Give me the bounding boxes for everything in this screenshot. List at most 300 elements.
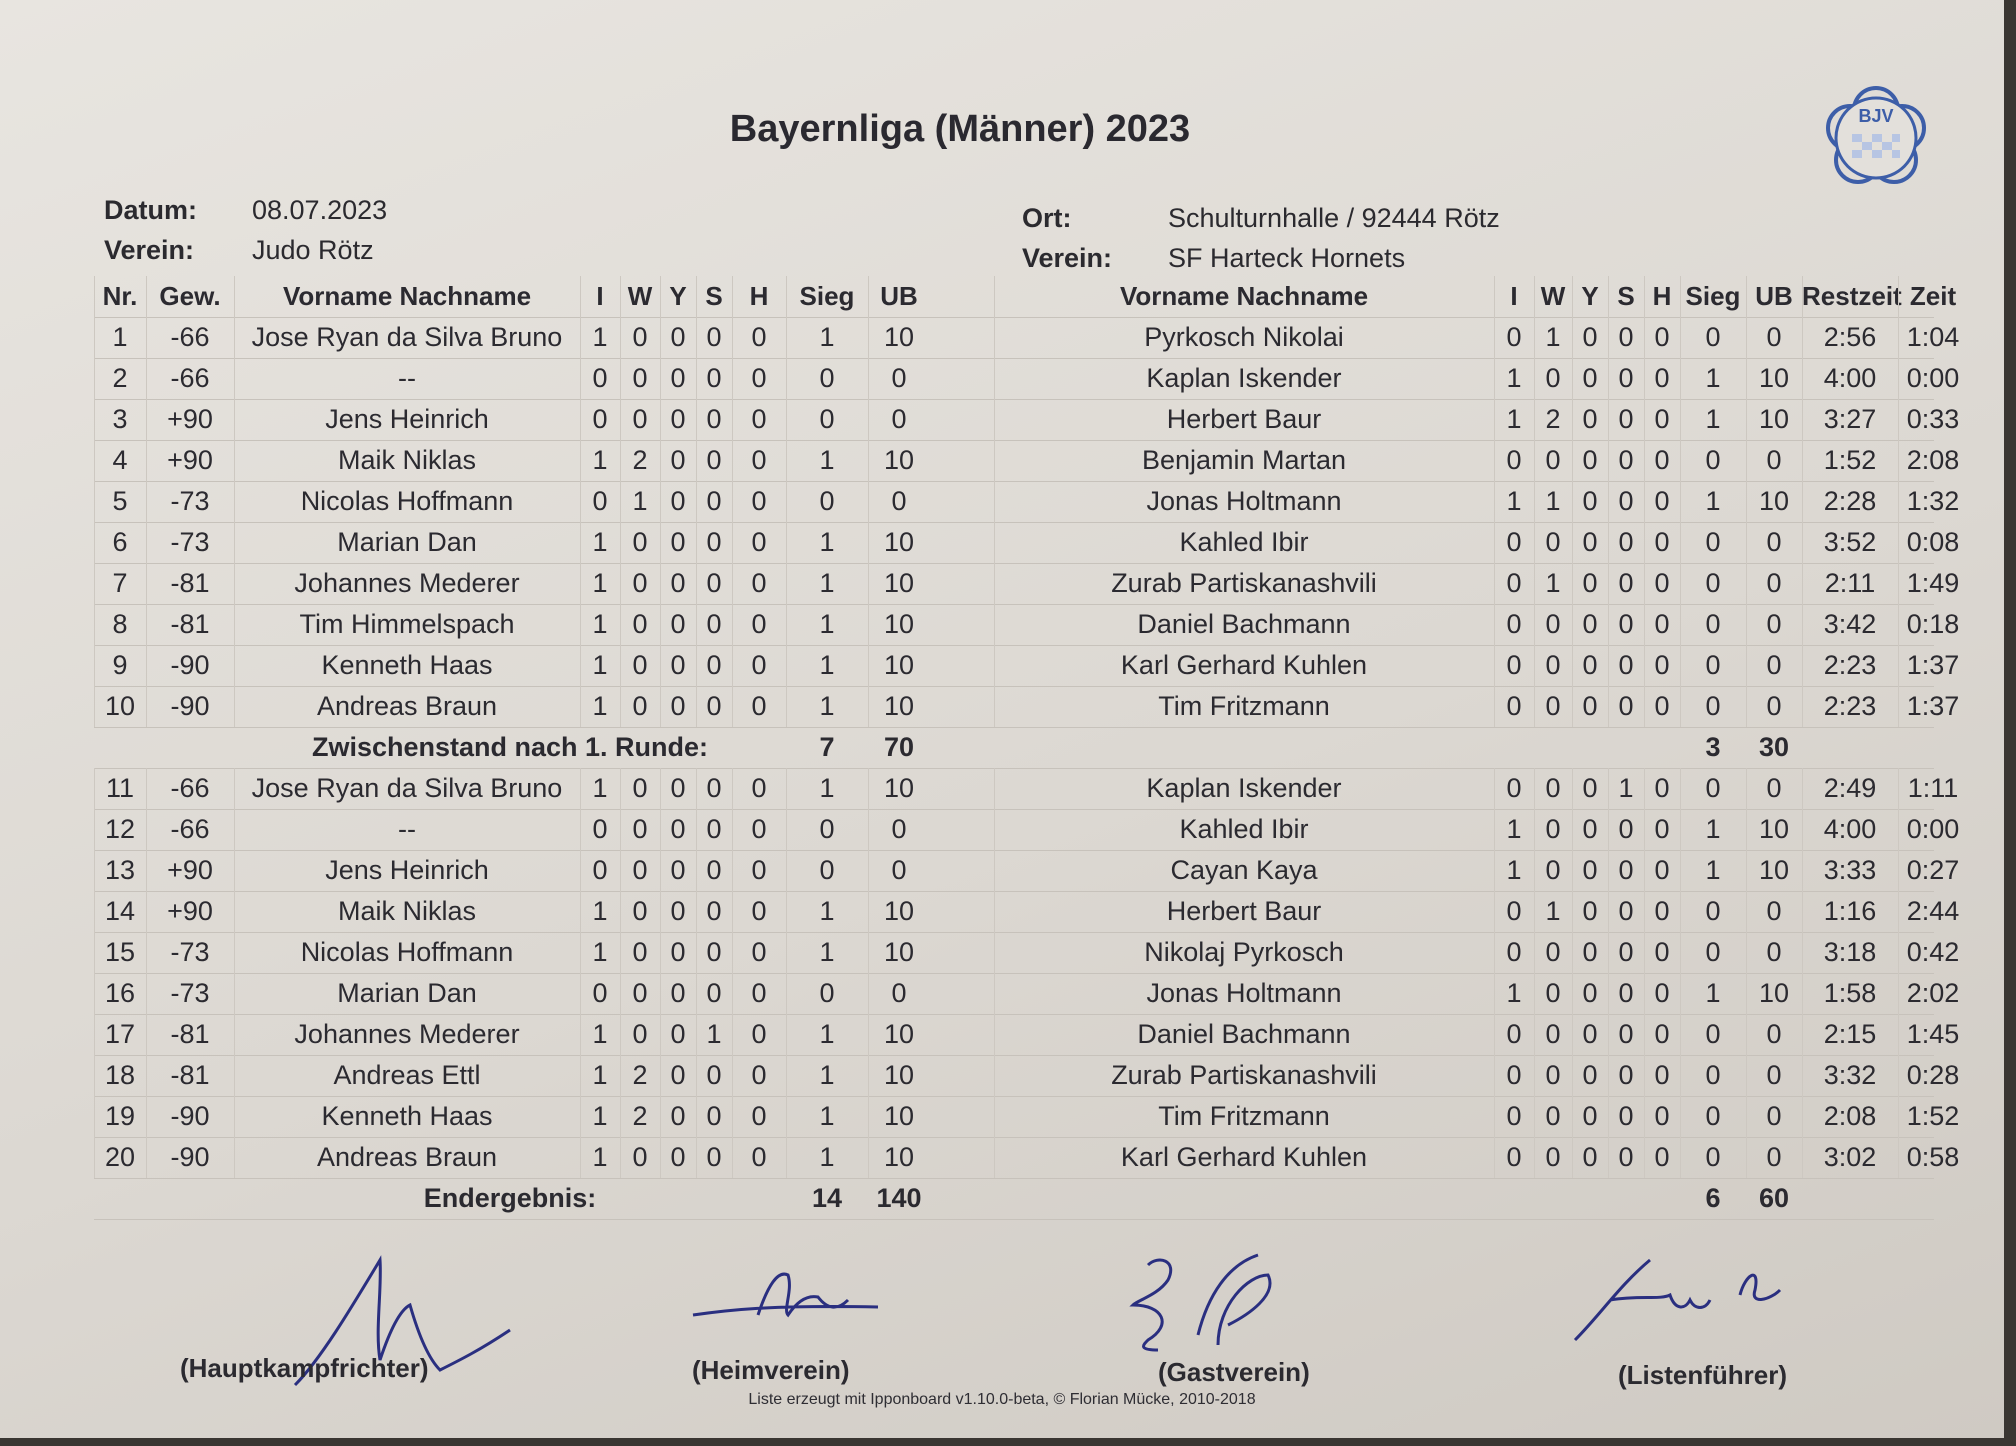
home-sieg-total: 7 <box>819 732 835 762</box>
cell-h: 0 <box>751 404 767 434</box>
cell-ow: 0 <box>1545 527 1561 557</box>
cell-ub: 10 <box>883 322 915 352</box>
cell-ub: 10 <box>883 527 915 557</box>
home-club-value: Judo Rötz <box>252 235 374 265</box>
cell-oh: 0 <box>1654 568 1670 598</box>
cell-oy: 0 <box>1582 322 1598 352</box>
cell-restzeit: 3:33 <box>1823 855 1877 885</box>
cell-oname: Benjamin Martan <box>1141 445 1347 475</box>
cell-oub: 0 <box>1766 1142 1782 1172</box>
header-s2: S <box>1617 281 1635 311</box>
cell-ow: 0 <box>1545 1101 1561 1131</box>
cell-os: 0 <box>1618 445 1634 475</box>
cell-i: 1 <box>592 322 608 352</box>
cell-oi: 0 <box>1506 650 1522 680</box>
cell-i: 1 <box>592 527 608 557</box>
cell-name: Kenneth Haas <box>321 1101 493 1131</box>
cell-oh: 0 <box>1654 978 1670 1008</box>
cell-restzeit: 2:08 <box>1823 1101 1877 1131</box>
header-sieg: Sieg <box>799 281 855 311</box>
match-row <box>94 399 1960 441</box>
cell-restzeit: 3:32 <box>1823 1060 1877 1090</box>
cell-oname: Herbert Baur <box>1166 404 1322 434</box>
cell-y: 0 <box>670 363 686 393</box>
cell-ow: 0 <box>1545 1019 1561 1049</box>
cell-gew: -81 <box>170 568 210 598</box>
cell-ub: 10 <box>883 568 915 598</box>
cell-ub: 10 <box>883 1101 915 1131</box>
cell-oi: 0 <box>1506 527 1522 557</box>
cell-oh: 0 <box>1654 527 1670 557</box>
cell-oh: 0 <box>1654 1101 1670 1131</box>
cell-restzeit: 4:00 <box>1823 814 1877 844</box>
cell-oi: 0 <box>1506 445 1522 475</box>
cell-w: 0 <box>632 609 648 639</box>
cell-y: 0 <box>670 1101 686 1131</box>
cell-restzeit: 2:56 <box>1823 322 1877 352</box>
cell-nr: 11 <box>105 773 135 803</box>
cell-oy: 0 <box>1582 568 1598 598</box>
cell-h: 0 <box>751 896 767 926</box>
cell-oy: 0 <box>1582 1019 1598 1049</box>
cell-h: 0 <box>751 609 767 639</box>
cell-w: 0 <box>632 978 648 1008</box>
match-row <box>94 358 1960 400</box>
cell-w: 2 <box>632 1101 648 1131</box>
cell-oi: 0 <box>1506 1019 1522 1049</box>
cell-nr: 10 <box>104 691 136 721</box>
cell-os: 0 <box>1618 937 1634 967</box>
summary-label: Zwischenstand nach 1. Runde: <box>311 732 709 762</box>
cell-oname: Kaplan Iskender <box>1146 773 1342 803</box>
cell-s: 0 <box>706 814 722 844</box>
cell-i: 1 <box>592 1060 608 1090</box>
cell-name: Jose Ryan da Silva Bruno <box>251 322 563 352</box>
cell-nr: 3 <box>112 404 128 434</box>
away-ub-total: 60 <box>1758 1183 1790 1213</box>
cell-restzeit: 2:28 <box>1823 486 1877 516</box>
cell-gew: -90 <box>170 691 210 721</box>
cell-oname: Tim Fritzmann <box>1158 691 1330 721</box>
cell-y: 0 <box>670 937 686 967</box>
cell-gew: -73 <box>170 486 210 516</box>
header-h: H <box>749 281 769 311</box>
referee-signature-label: (Hauptkampfrichter) <box>180 1353 429 1383</box>
cell-oname: Kaplan Iskender <box>1146 363 1342 393</box>
cell-name: Nicolas Hoffmann <box>300 486 514 516</box>
cell-zeit: 1:37 <box>1906 691 1960 721</box>
cell-i: 0 <box>592 978 608 1008</box>
cell-oh: 0 <box>1654 404 1670 434</box>
cell-nr: 5 <box>112 486 128 516</box>
cell-oname: Zurab Partiskanashvili <box>1111 568 1377 598</box>
cell-oname: Nikolaj Pyrkosch <box>1144 937 1344 967</box>
cell-y: 0 <box>670 609 686 639</box>
cell-sieg: 0 <box>819 978 835 1008</box>
cell-restzeit: 2:23 <box>1823 650 1877 680</box>
cell-y: 0 <box>670 773 686 803</box>
guest-signature-icon <box>1118 1245 1318 1375</box>
cell-ow: 1 <box>1545 896 1561 926</box>
home-sieg-total: 14 <box>811 1183 843 1213</box>
cell-ow: 0 <box>1545 691 1561 721</box>
cell-oy: 0 <box>1582 363 1598 393</box>
cell-ow: 2 <box>1545 404 1561 434</box>
cell-osieg: 0 <box>1705 691 1721 721</box>
away-sieg-total: 3 <box>1705 732 1721 762</box>
cell-s: 0 <box>706 896 722 926</box>
cell-restzeit: 1:58 <box>1823 978 1877 1008</box>
match-row <box>94 604 1960 646</box>
cell-oy: 0 <box>1582 486 1598 516</box>
cell-i: 1 <box>592 896 608 926</box>
cell-h: 0 <box>751 445 767 475</box>
cell-zeit: 0:28 <box>1906 1060 1960 1090</box>
cell-oub: 10 <box>1758 978 1790 1008</box>
cell-restzeit: 4:00 <box>1823 363 1877 393</box>
cell-os: 0 <box>1618 322 1634 352</box>
cell-nr: 7 <box>112 568 128 598</box>
cell-sieg: 1 <box>819 773 835 803</box>
cell-oh: 0 <box>1654 814 1670 844</box>
cell-sieg: 1 <box>819 1101 835 1131</box>
match-row <box>94 563 1960 605</box>
cell-oi: 0 <box>1506 1142 1522 1172</box>
cell-y: 0 <box>670 814 686 844</box>
match-row <box>94 1014 1960 1056</box>
cell-i: 1 <box>592 650 608 680</box>
cell-y: 0 <box>670 855 686 885</box>
cell-os: 0 <box>1618 978 1634 1008</box>
cell-oh: 0 <box>1654 445 1670 475</box>
cell-oh: 0 <box>1654 773 1670 803</box>
cell-y: 0 <box>670 445 686 475</box>
cell-zeit: 2:08 <box>1906 445 1960 475</box>
cell-ub: 10 <box>883 773 915 803</box>
cell-ub: 0 <box>891 978 907 1008</box>
cell-oy: 0 <box>1582 691 1598 721</box>
svg-text:BJV: BJV <box>1858 106 1894 126</box>
cell-oi: 0 <box>1506 1101 1522 1131</box>
cell-y: 0 <box>670 568 686 598</box>
cell-oi: 1 <box>1506 978 1522 1008</box>
cell-y: 0 <box>670 691 686 721</box>
cell-sieg: 1 <box>819 1019 835 1049</box>
cell-w: 2 <box>632 1060 648 1090</box>
cell-w: 0 <box>632 691 648 721</box>
cell-i: 1 <box>592 773 608 803</box>
cell-zeit: 1:52 <box>1906 1101 1960 1131</box>
cell-name: Andreas Braun <box>316 691 498 721</box>
match-row <box>94 440 1960 482</box>
cell-name: Maik Niklas <box>337 445 477 475</box>
cell-nr: 12 <box>104 814 136 844</box>
cell-restzeit: 3:52 <box>1823 527 1877 557</box>
cell-ow: 1 <box>1545 486 1561 516</box>
cell-oi: 1 <box>1506 404 1522 434</box>
cell-w: 0 <box>632 896 648 926</box>
cell-gew: +90 <box>167 896 213 926</box>
cell-ow: 0 <box>1545 445 1561 475</box>
cell-nr: 2 <box>112 363 128 393</box>
cell-zeit: 0:08 <box>1906 527 1960 557</box>
cell-osieg: 1 <box>1705 486 1721 516</box>
cell-oub: 0 <box>1766 322 1782 352</box>
header-gew: Gew. <box>159 281 221 311</box>
cell-oname: Herbert Baur <box>1166 896 1322 926</box>
cell-y: 0 <box>670 404 686 434</box>
match-row <box>94 481 1960 523</box>
cell-osieg: 0 <box>1705 1142 1721 1172</box>
cell-name: Andreas Braun <box>316 1142 498 1172</box>
cell-i: 1 <box>592 445 608 475</box>
cell-ow: 1 <box>1545 568 1561 598</box>
cell-h: 0 <box>751 1019 767 1049</box>
cell-sieg: 0 <box>819 855 835 885</box>
cell-restzeit: 2:15 <box>1823 1019 1877 1049</box>
summary-label: Endergebnis: <box>423 1183 597 1213</box>
header-zeit: Zeit <box>1909 281 1957 311</box>
header-y: Y <box>669 281 687 311</box>
cell-zeit: 1:45 <box>1906 1019 1960 1049</box>
cell-os: 0 <box>1618 527 1634 557</box>
away-sieg-total: 6 <box>1705 1183 1721 1213</box>
cell-oy: 0 <box>1582 1101 1598 1131</box>
cell-oi: 0 <box>1506 1060 1522 1090</box>
cell-oh: 0 <box>1654 855 1670 885</box>
cell-os: 0 <box>1618 1060 1634 1090</box>
cell-ub: 10 <box>883 896 915 926</box>
cell-ub: 10 <box>883 1142 915 1172</box>
cell-osieg: 0 <box>1705 568 1721 598</box>
cell-w: 0 <box>632 1142 648 1172</box>
cell-oname: Jonas Holtmann <box>1146 978 1342 1008</box>
interim-row <box>94 727 1934 769</box>
cell-restzeit: 2:11 <box>1824 568 1876 598</box>
cell-oi: 0 <box>1506 609 1522 639</box>
guest-signature-label: (Gastverein) <box>1158 1357 1310 1387</box>
cell-gew: -66 <box>170 322 210 352</box>
cell-ub: 10 <box>883 691 915 721</box>
cell-oy: 0 <box>1582 978 1598 1008</box>
list-signature-label: (Listenführer) <box>1618 1360 1787 1390</box>
cell-os: 0 <box>1618 896 1634 926</box>
cell-w: 0 <box>632 814 648 844</box>
cell-ub: 10 <box>883 1060 915 1090</box>
cell-zeit: 1:49 <box>1906 568 1960 598</box>
cell-zeit: 0:00 <box>1906 814 1960 844</box>
cell-oh: 0 <box>1654 650 1670 680</box>
header-w: W <box>627 281 653 311</box>
cell-i: 1 <box>592 691 608 721</box>
match-row <box>94 768 1959 810</box>
cell-w: 0 <box>632 363 648 393</box>
cell-os: 0 <box>1618 568 1634 598</box>
place-value: Schulturnhalle / 92444 Rötz <box>1168 203 1500 233</box>
match-row <box>94 1096 1960 1138</box>
cell-oy: 0 <box>1582 896 1598 926</box>
cell-ow: 0 <box>1545 363 1561 393</box>
cell-y: 0 <box>670 896 686 926</box>
cell-s: 0 <box>706 855 722 885</box>
header-sieg2: Sieg <box>1685 281 1741 311</box>
cell-h: 0 <box>751 855 767 885</box>
cell-oh: 0 <box>1654 609 1670 639</box>
cell-h: 0 <box>751 363 767 393</box>
cell-oname: Karl Gerhard Kuhlen <box>1120 1142 1368 1172</box>
match-row <box>94 850 1960 892</box>
cell-oub: 0 <box>1766 650 1782 680</box>
cell-s: 0 <box>706 650 722 680</box>
cell-h: 0 <box>751 1101 767 1131</box>
cell-sieg: 0 <box>819 363 835 393</box>
cell-oub: 0 <box>1766 937 1782 967</box>
cell-sieg: 1 <box>819 691 835 721</box>
cell-osieg: 0 <box>1705 445 1721 475</box>
cell-restzeit: 2:49 <box>1823 773 1877 803</box>
cell-oi: 0 <box>1506 773 1522 803</box>
cell-osieg: 1 <box>1705 855 1721 885</box>
cell-osieg: 0 <box>1705 609 1721 639</box>
cell-restzeit: 3:42 <box>1823 609 1877 639</box>
cell-sieg: 1 <box>819 322 835 352</box>
cell-osieg: 0 <box>1705 773 1721 803</box>
cell-y: 0 <box>670 527 686 557</box>
cell-y: 0 <box>670 978 686 1008</box>
cell-i: 0 <box>592 486 608 516</box>
cell-nr: 16 <box>104 978 136 1008</box>
cell-h: 0 <box>751 527 767 557</box>
cell-h: 0 <box>751 650 767 680</box>
cell-name: Johannes Mederer <box>294 1019 520 1049</box>
cell-sieg: 1 <box>819 1060 835 1090</box>
cell-gew: -66 <box>170 773 210 803</box>
cell-name: Jose Ryan da Silva Bruno <box>251 773 563 803</box>
home-ub-total: 140 <box>876 1183 922 1213</box>
cell-oy: 0 <box>1582 814 1598 844</box>
cell-os: 0 <box>1618 404 1634 434</box>
cell-h: 0 <box>751 814 767 844</box>
cell-zeit: 0:58 <box>1906 1142 1960 1172</box>
cell-gew: -90 <box>170 650 210 680</box>
cell-osieg: 0 <box>1705 527 1721 557</box>
cell-oh: 0 <box>1654 937 1670 967</box>
match-row <box>94 645 1960 687</box>
cell-os: 0 <box>1618 486 1634 516</box>
cell-oh: 0 <box>1654 1142 1670 1172</box>
cell-osieg: 1 <box>1705 814 1721 844</box>
cell-name: -- <box>398 814 416 844</box>
cell-oy: 0 <box>1582 404 1598 434</box>
cell-ub: 0 <box>891 814 907 844</box>
cell-w: 0 <box>632 322 648 352</box>
cell-gew: -66 <box>170 814 210 844</box>
cell-osieg: 0 <box>1705 937 1721 967</box>
cell-s: 0 <box>706 773 722 803</box>
cell-oh: 0 <box>1654 1019 1670 1049</box>
cell-name: Jens Heinrich <box>325 855 489 885</box>
cell-osieg: 0 <box>1705 1019 1721 1049</box>
cell-oh: 0 <box>1654 322 1670 352</box>
footer-note: Liste erzeugt mit Ipponboard v1.10.0-beta, © Florian Mücke, 2010-2018 <box>748 1391 1256 1408</box>
cell-ub: 0 <box>891 486 907 516</box>
home-ub-total: 70 <box>883 732 915 762</box>
cell-s: 0 <box>706 937 722 967</box>
cell-oy: 0 <box>1582 527 1598 557</box>
cell-ow: 0 <box>1545 773 1561 803</box>
cell-i: 1 <box>592 1019 608 1049</box>
header-w2: W <box>1540 281 1566 311</box>
cell-y: 0 <box>670 1060 686 1090</box>
cell-oub: 10 <box>1758 404 1790 434</box>
cell-oi: 0 <box>1506 896 1522 926</box>
list-signature-icon <box>1570 1255 1790 1345</box>
cell-h: 0 <box>751 937 767 967</box>
cell-name: Marian Dan <box>337 978 477 1008</box>
cell-oname: Pyrkosch Nikolai <box>1144 322 1344 352</box>
cell-gew: -73 <box>170 527 210 557</box>
cell-name: Nicolas Hoffmann <box>300 937 514 967</box>
cell-ow: 0 <box>1545 1060 1561 1090</box>
header-s: S <box>705 281 723 311</box>
cell-oub: 0 <box>1766 691 1782 721</box>
cell-h: 0 <box>751 773 767 803</box>
header-h2: H <box>1652 281 1672 311</box>
cell-w: 0 <box>632 773 648 803</box>
cell-oy: 0 <box>1582 445 1598 475</box>
cell-oub: 0 <box>1766 1101 1782 1131</box>
cell-gew: -90 <box>170 1101 210 1131</box>
cell-oi: 1 <box>1506 486 1522 516</box>
cell-ub: 0 <box>891 855 907 885</box>
cell-oy: 0 <box>1582 1060 1598 1090</box>
cell-oi: 1 <box>1506 363 1522 393</box>
cell-name: Kenneth Haas <box>321 650 493 680</box>
cell-gew: +90 <box>167 855 213 885</box>
cell-ub: 10 <box>883 1019 915 1049</box>
cell-nr: 17 <box>104 1019 136 1049</box>
cell-zeit: 0:27 <box>1906 855 1960 885</box>
cell-ow: 0 <box>1545 855 1561 885</box>
match-row <box>94 809 1960 851</box>
cell-zeit: 0:18 <box>1906 609 1960 639</box>
match-row <box>94 973 1960 1015</box>
cell-ub: 10 <box>883 445 915 475</box>
cell-os: 0 <box>1618 1142 1634 1172</box>
cell-nr: 14 <box>104 896 136 926</box>
cell-gew: -81 <box>170 1060 210 1090</box>
cell-name: Maik Niklas <box>337 896 477 926</box>
cell-oh: 0 <box>1654 486 1670 516</box>
match-row <box>94 317 1960 359</box>
cell-s: 0 <box>706 978 722 1008</box>
cell-w: 2 <box>632 445 648 475</box>
cell-w: 0 <box>632 404 648 434</box>
cell-i: 0 <box>592 404 608 434</box>
cell-gew: -90 <box>170 1142 210 1172</box>
header-y2: Y <box>1581 281 1599 311</box>
cell-oh: 0 <box>1654 1060 1670 1090</box>
cell-os: 0 <box>1618 650 1634 680</box>
cell-osieg: 0 <box>1705 1101 1721 1131</box>
cell-os: 1 <box>1618 773 1634 803</box>
header-name: Vorname Nachname <box>282 281 532 311</box>
cell-w: 0 <box>632 568 648 598</box>
cell-oname: Zurab Partiskanashvili <box>1111 1060 1377 1090</box>
cell-s: 0 <box>706 1142 722 1172</box>
cell-oname: Jonas Holtmann <box>1146 486 1342 516</box>
cell-oname: Daniel Bachmann <box>1137 609 1351 639</box>
